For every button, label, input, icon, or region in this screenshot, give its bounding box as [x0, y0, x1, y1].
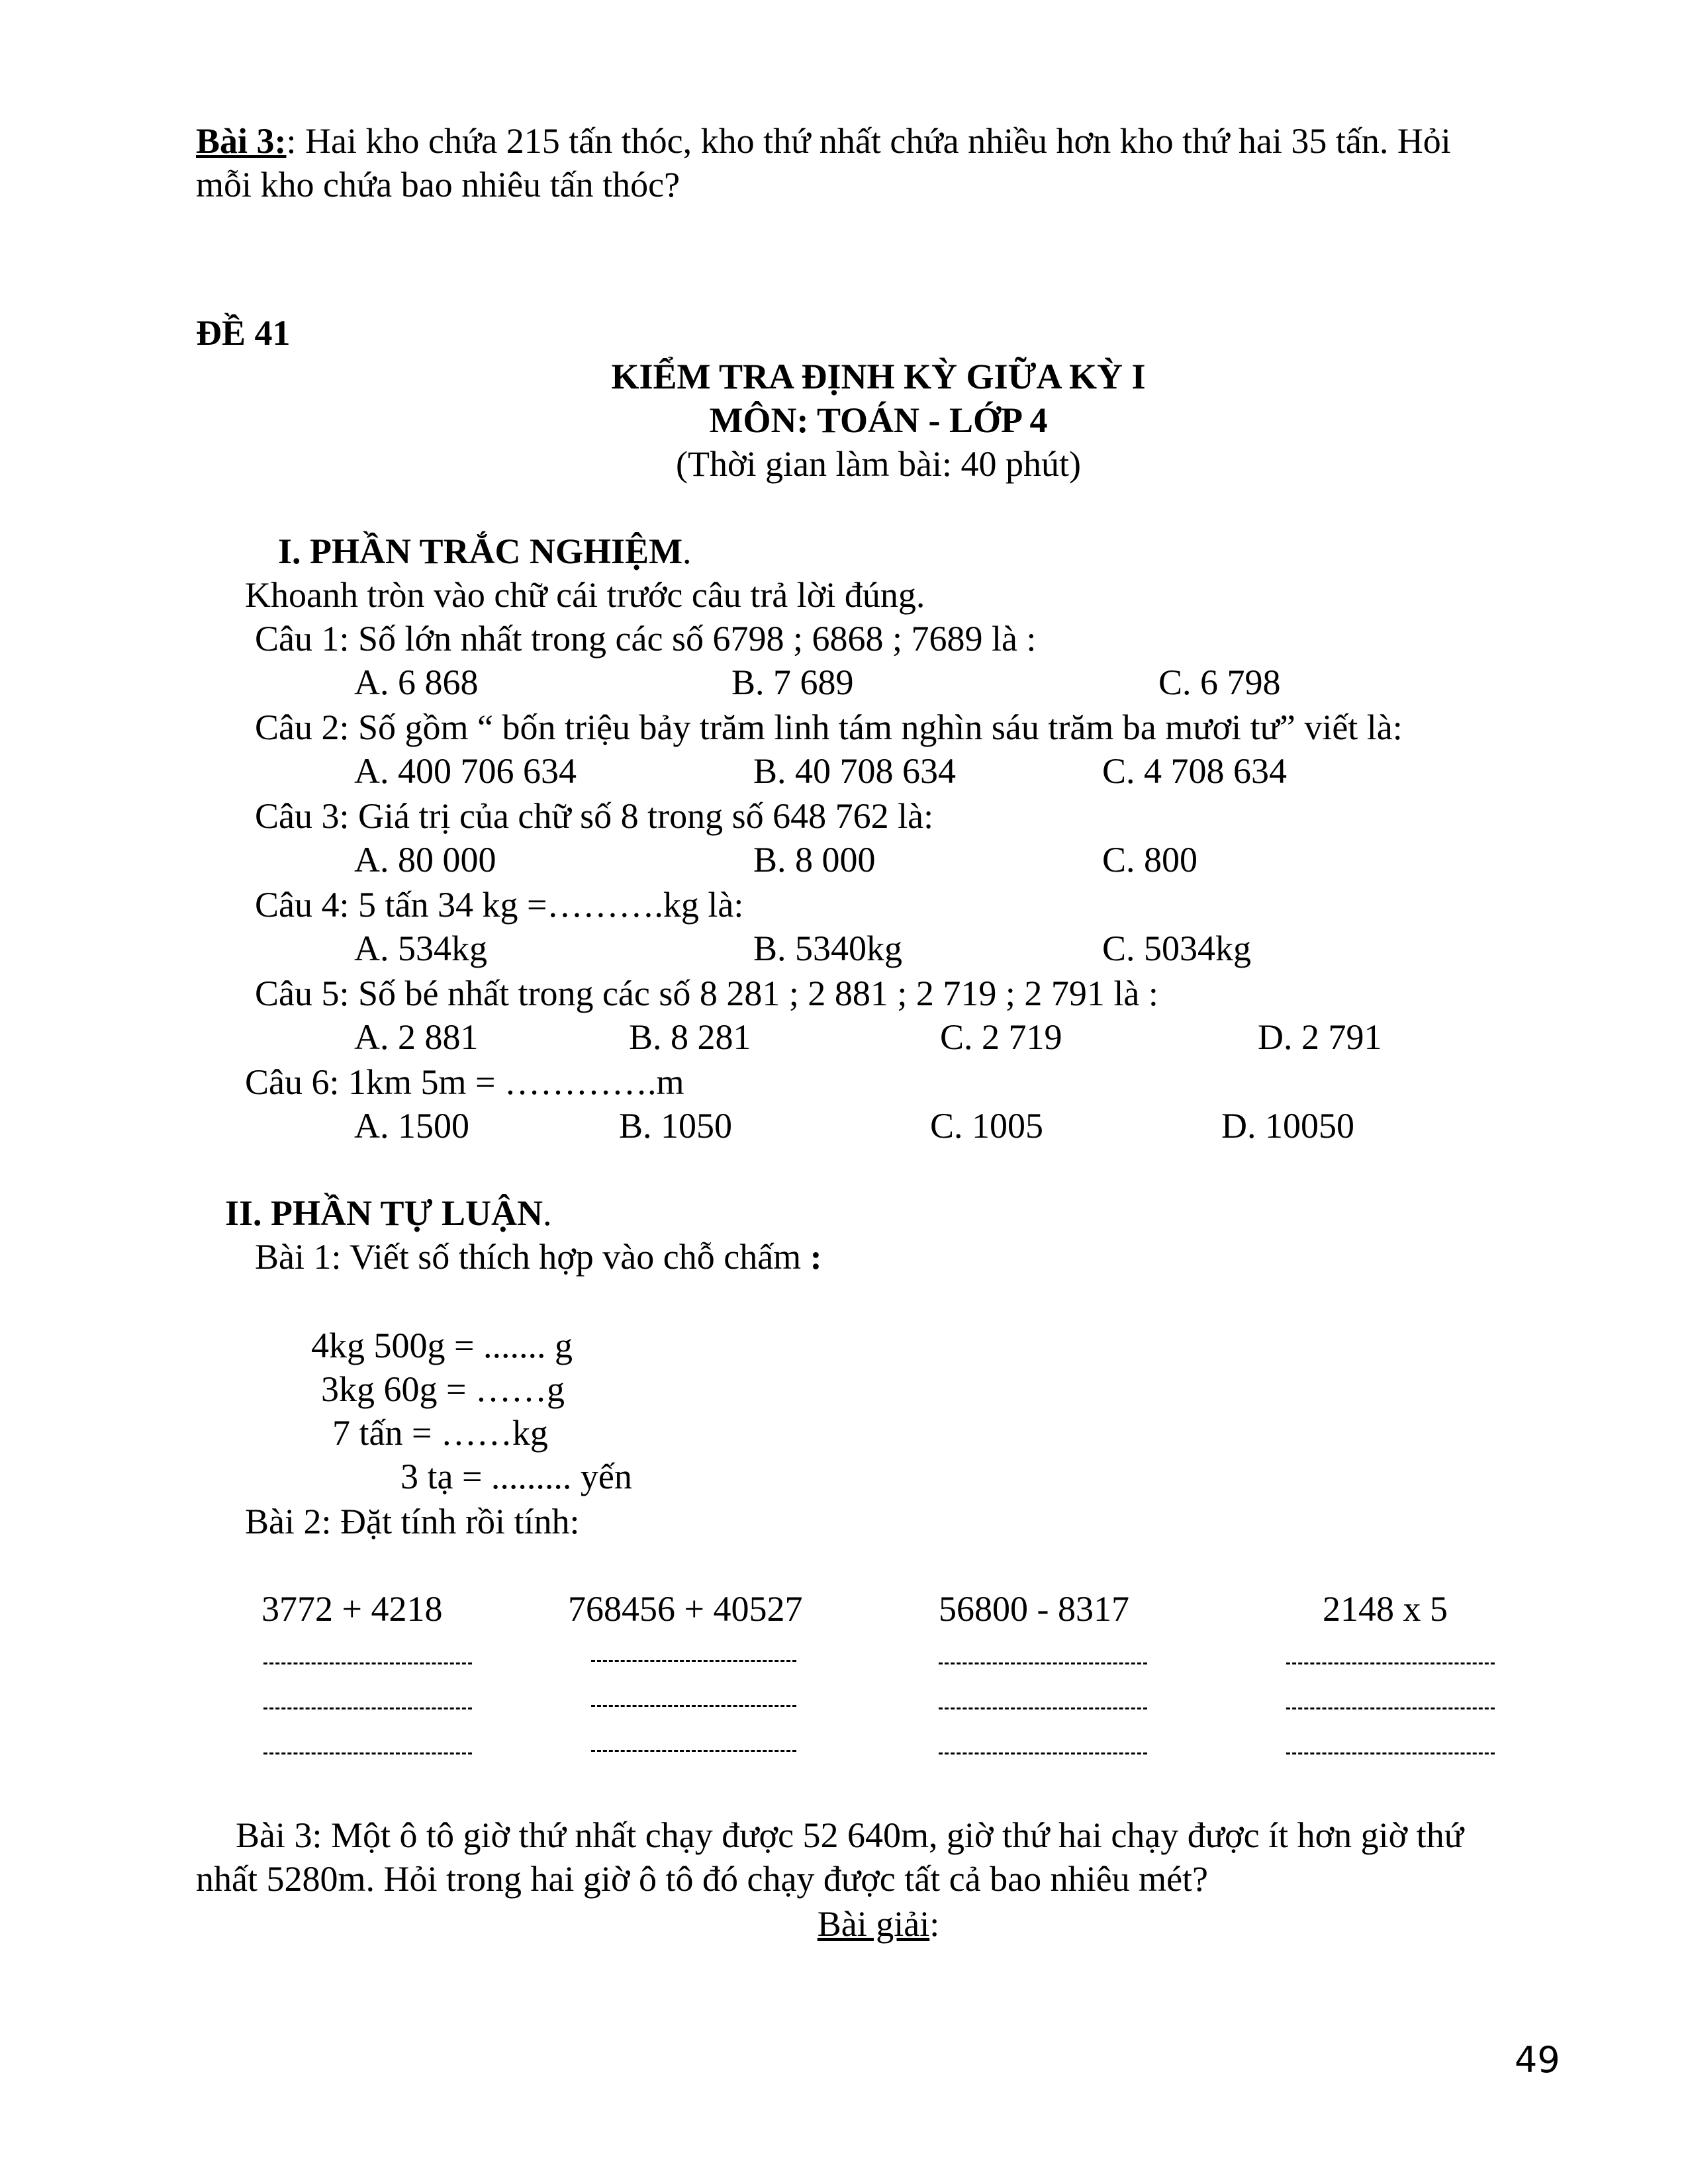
exam-subject: MÔN: TOÁN - LỚP 4 — [709, 400, 1048, 440]
answer-line — [1286, 1662, 1495, 1664]
q1-option-b: B. 7 689 — [731, 662, 854, 702]
q5-option-b: B. 8 281 — [629, 1017, 751, 1057]
bai1-item-2: 3kg 60g = ……g — [321, 1369, 565, 1409]
part1-instruction: Khoanh tròn vào chữ cái trước câu trả lời đúng. — [245, 575, 925, 615]
bai1-title: Bài 1: Viết số thích hợp vào chỗ chấm : — [255, 1237, 822, 1277]
answer-line — [263, 1752, 472, 1754]
bai2-expression-1: 3772 + 4218 — [261, 1589, 443, 1629]
bai1-item-4: 3 tạ = ......... yến — [400, 1457, 632, 1496]
part1-heading: I. PHẦN TRẮC NGHIỆM. — [278, 531, 692, 571]
bai3-line2: nhất 5280m. Hỏi trong hai giờ ô tô đó chạy được tất cả bao nhiêu mét? — [196, 1859, 1209, 1899]
question-1: Câu 1: Số lớn nhất trong các số 6798 ; 6868 ; 7689 là : — [255, 619, 1037, 659]
q3-option-c: C. 800 — [1102, 840, 1198, 880]
answer-line — [939, 1662, 1147, 1664]
top-problem-label: Bài 3: — [196, 121, 287, 161]
q2-option-b: B. 40 708 634 — [753, 751, 957, 791]
page-number: 49 — [1515, 2039, 1560, 2081]
exam-title: KIỂM TRA ĐỊNH KỲ GIỮA KỲ I — [611, 357, 1146, 396]
q4-option-b: B. 5340kg — [753, 929, 903, 968]
q2-option-c: C. 4 708 634 — [1102, 751, 1288, 791]
q5-option-c: C. 2 719 — [940, 1017, 1062, 1057]
q6-option-b: B. 1050 — [619, 1106, 733, 1146]
bai3-line1: Bài 3: Một ô tô giờ thứ nhất chạy được 52 640m, giờ thứ hai chạy được ít hơn giờ thứ — [236, 1815, 1464, 1855]
bai2-expression-2: 768456 + 40527 — [568, 1589, 803, 1629]
answer-line — [939, 1707, 1147, 1709]
q3-option-b: B. 8 000 — [753, 840, 876, 880]
q4-option-c: C. 5034kg — [1102, 929, 1252, 968]
q6-option-c: C. 1005 — [930, 1106, 1044, 1146]
question-6: Câu 6: 1km 5m = ………….m — [245, 1062, 684, 1102]
q2-option-a: A. 400 706 634 — [354, 751, 577, 791]
solution-label: Bài giải: — [817, 1904, 940, 1944]
bai2-expression-4: 2148 x 5 — [1323, 1589, 1448, 1629]
answer-line — [263, 1662, 472, 1664]
q6-option-d: D. 10050 — [1221, 1106, 1354, 1146]
q5-option-a: A. 2 881 — [354, 1017, 479, 1057]
answer-line — [591, 1750, 796, 1752]
answer-line — [1286, 1707, 1495, 1709]
answer-line — [591, 1705, 796, 1707]
question-2: Câu 2: Số gồm “ bốn triệu bảy trăm linh tám nghìn sáu trăm ba mươi tư” viết là: — [255, 707, 1403, 747]
bai2-expression-3: 56800 - 8317 — [939, 1589, 1129, 1629]
top-problem-line2: mỗi kho chứa bao nhiêu tấn thóc? — [196, 165, 680, 205]
answer-line — [1286, 1752, 1495, 1754]
bai1-item-3: 7 tấn = ……kg — [332, 1413, 548, 1453]
answer-line — [263, 1707, 472, 1709]
q1-option-c: C. 6 798 — [1158, 662, 1281, 702]
question-4: Câu 4: 5 tấn 34 kg =……….kg là: — [255, 885, 744, 925]
part2-heading: II. PHẦN TỰ LUẬN. — [225, 1193, 552, 1233]
q4-option-a: A. 534kg — [354, 929, 487, 968]
answer-line — [591, 1660, 796, 1662]
q1-option-a: A. 6 868 — [354, 662, 479, 702]
q6-option-a: A. 1500 — [354, 1106, 469, 1146]
question-5: Câu 5: Số bé nhất trong các số 8 281 ; 2 881 ; 2 719 ; 2 791 là : — [255, 974, 1158, 1013]
bai1-item-1: 4kg 500g = ....... g — [311, 1326, 573, 1365]
q5-option-d: D. 2 791 — [1258, 1017, 1382, 1057]
top-problem-line1 — [196, 119, 1451, 163]
answer-line — [939, 1752, 1147, 1754]
question-3: Câu 3: Giá trị của chữ số 8 trong số 648 762 là: — [255, 796, 934, 836]
exam-code: ĐỀ 41 — [196, 313, 291, 353]
top-problem-text: : Hai kho chứa 215 tấn thóc, kho thứ nhất chứa nhiều hơn kho thứ hai 35 tấn. Hỏi — [286, 121, 1451, 161]
exam-time: (Thời gian làm bài: 40 phút) — [676, 444, 1081, 484]
q3-option-a: A. 80 000 — [354, 840, 496, 880]
bai2-title: Bài 2: Đặt tính rồi tính: — [245, 1502, 580, 1541]
